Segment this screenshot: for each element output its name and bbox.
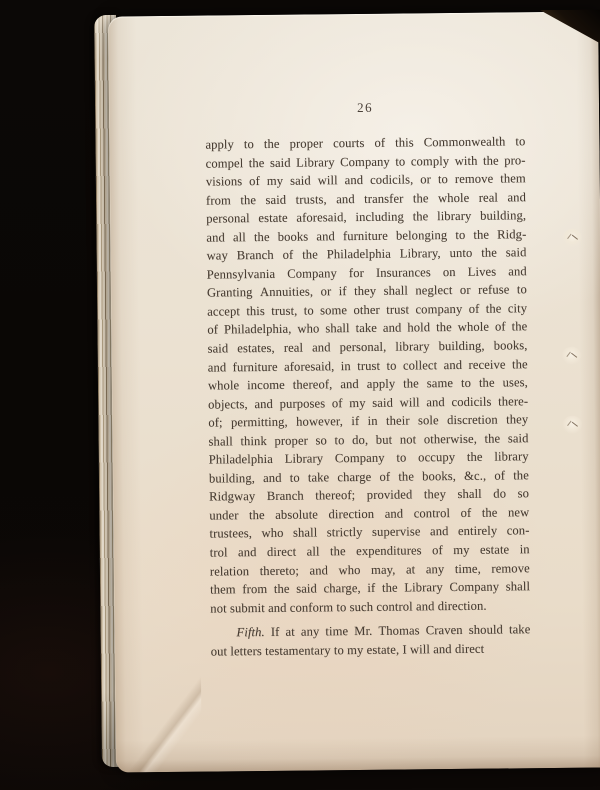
page-number: 26 [356, 99, 374, 115]
text-line: apply to the proper courts of this Commonwealth to [205, 134, 526, 152]
text-line: not submit and conform to such control and direction. [210, 598, 487, 616]
corner-crease [115, 674, 202, 773]
paragraph [210, 620, 530, 660]
page-text [205, 132, 530, 661]
text-line: and all the books and furniture belonging to the Ridg- [206, 226, 527, 245]
text-line: building, and to take charge of the books, &c., of the [208, 468, 529, 486]
text-line: personal estate aforesaid, including the library building, [206, 208, 527, 226]
text-line: relation thereto; and who may, at any time, remove [209, 560, 530, 579]
text-line: trustees, who shall strictly supervise and entirely con- [209, 523, 530, 542]
text-line: Pennsylvania Company for Insurances on Lives and [206, 264, 527, 282]
text-line: compel the said Library Company to comply with the pro- [205, 152, 526, 171]
paper-flaw-mark [562, 229, 582, 247]
text-line: from the said trusts, and transfer the whole real and [205, 189, 527, 208]
text-line: whole income thereof, and apply the same to the uses, [207, 375, 528, 393]
text-line: objects, and purposes of my said will and codicils there- [208, 393, 529, 412]
paragraph [205, 132, 530, 618]
text-line: accept this trust, to some other trust company of the city [207, 301, 528, 319]
text-line: shall think proper so to do, but not otherwise, the said [208, 430, 529, 449]
text-line: Granting Annuities, or if they shall neglect or refuse to [206, 282, 527, 300]
text-line: and furniture aforesaid, in trust to collect and receive the [207, 356, 528, 375]
text-line: out letters testamentary to my estate, I will and direct [210, 641, 485, 659]
page-corner-shadow [540, 9, 600, 44]
text-line: Ridgway Branch thereof; provided they shall do so [209, 486, 530, 504]
text-line: said estates, real and personal, library building, books, [207, 338, 528, 356]
paper-flaw-mark [562, 347, 582, 365]
text-line: Fifth. If at any time Mr. Thomas Craven should take [236, 622, 531, 640]
text-line: under the absolute direction and control of the new [209, 505, 530, 523]
text-line: them from the said charge, if the Library Company shall [209, 579, 531, 597]
text-line: Philadelphia Library Company to occupy the library [208, 449, 529, 467]
text-line: trol and direct all the expenditures of my estate in [209, 542, 530, 560]
text-line: of; permitting, however, if in their sole discretion they [208, 412, 529, 430]
text-line: of Philadelphia, who shall take and hold the whole of the [207, 319, 528, 338]
text-line: way Branch of the Philadelphia Library, unto the said [206, 245, 527, 263]
text-line: visions of my said will and codicils, or to remove them [205, 171, 526, 189]
paper-flaw-mark [562, 416, 582, 434]
book-page [108, 11, 600, 772]
